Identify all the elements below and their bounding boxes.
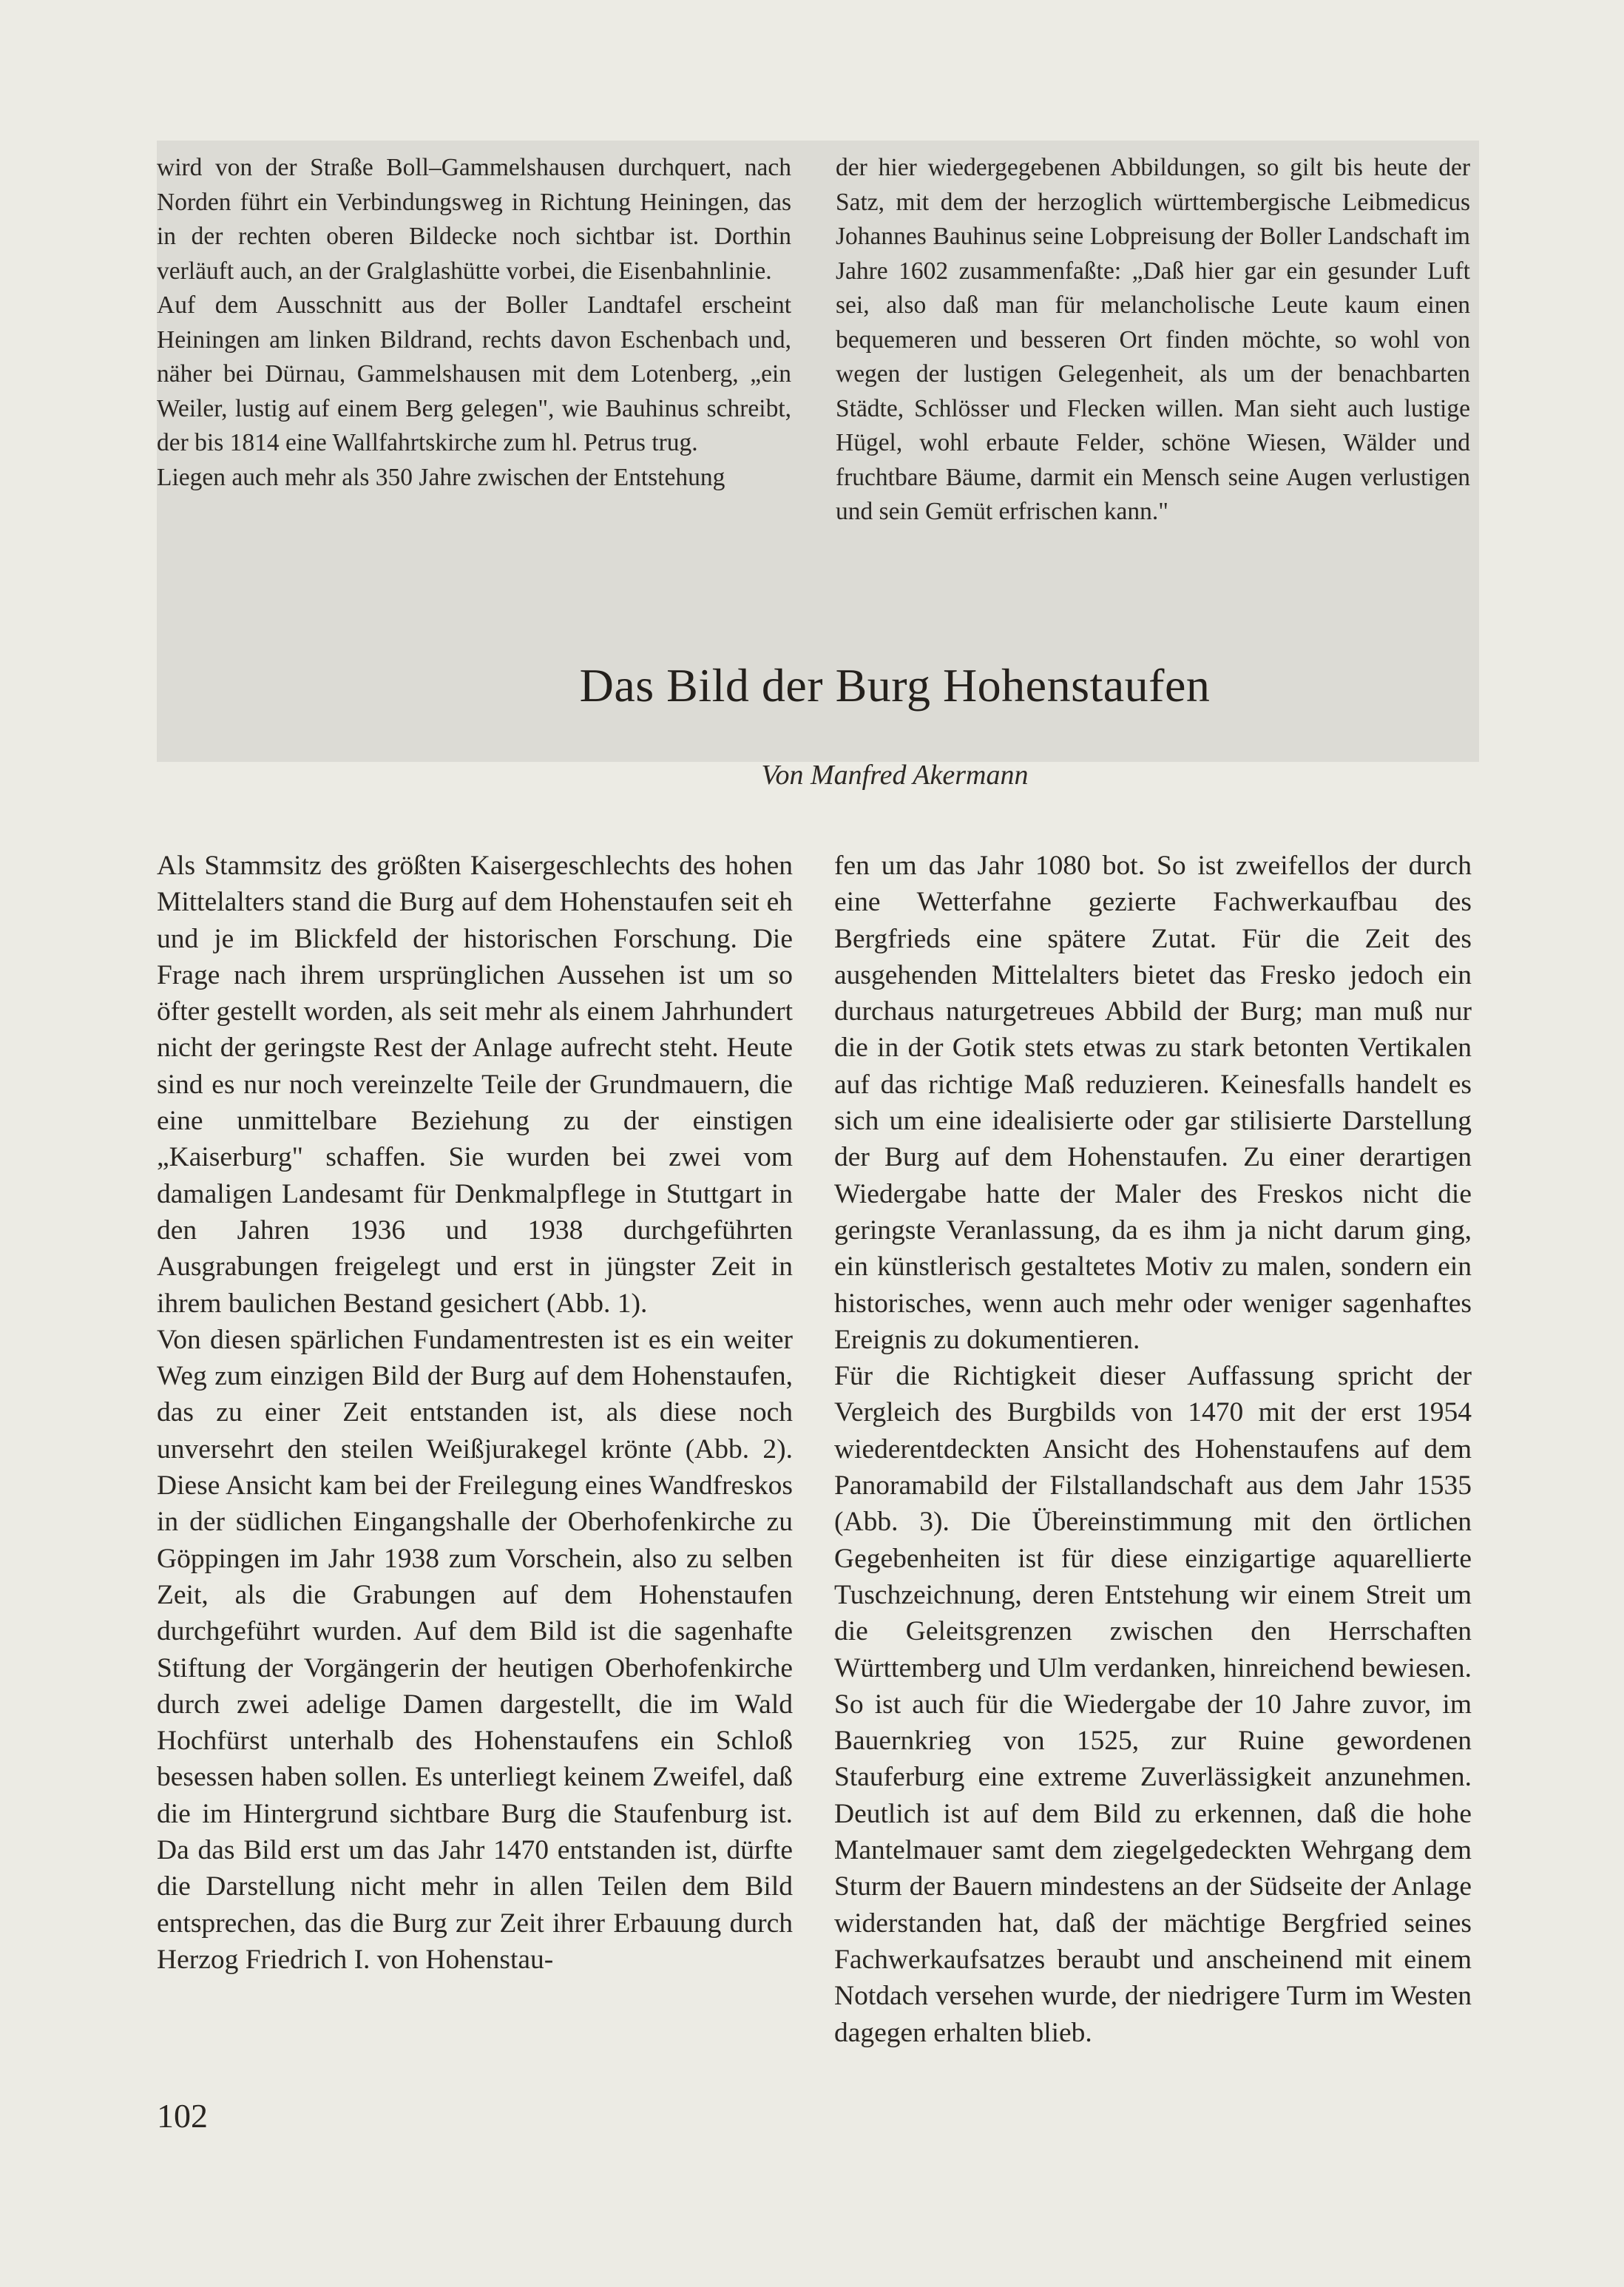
page-number: 102 xyxy=(157,2097,208,2135)
body-left-column xyxy=(157,848,793,1978)
paragraph: Auf dem Ausschnitt aus der Boller Landtafel erscheint Heiningen am linken Bildrand, rechts davon Eschenbach und, näher bei Dürnau, Gammelshausen mit dem Lotenberg, „ein Weiler, lustig auf einem Berg gelegen", wie Bauhinus schreibt, der bis 1814 eine Wallfahrtskirche zum hl. Petrus trug. xyxy=(157,291,791,456)
top-left-column xyxy=(157,151,791,495)
paragraph: wird von der Straße Boll–Gammelshausen durchquert, nach Norden führt ein Verbindungsweg in Richtung Heiningen, das in der rechten oberen Bildecke noch sichtbar ist. Dorthin verläuft auch, an der Gralglashütte vorbei, die Eisenbahnlinie. xyxy=(157,154,791,285)
paragraph: Von diesen spärlichen Fundamentresten ist es ein weiter Weg zum einzigen Bild der Burg auf dem Hohenstaufen, das zu einer Zeit entstanden ist, als diese noch unversehrt den steilen Weißjurakegel krönte (Abb. 2). Diese Ansicht kam bei der Freilegung eines Wandfreskos in der südlichen Eingangshalle der Oberhofenkirche zu Göppingen im Jahr 1938 zum Vorschein, also zu selben Zeit, als die Grabungen auf dem Hohenstaufen durchgeführt wurden. Auf dem Bild ist die sagenhafte Stiftung der Vorgängerin der heutigen Oberhofenkirche durch zwei adelige Damen dargestellt, die im Wald Hochfürst unterhalb des Hohenstaufens ein Schloß besessen haben sollen. Es unterliegt keinem Zweifel, daß die im Hintergrund sichtbare Burg die Staufenburg ist. Da das Bild erst um das Jahr 1470 entstanden ist, dürfte die Darstellung nicht mehr in allen Teilen dem Bild entsprechen, das die Burg zur Zeit ihrer Erbauung durch Herzog Friedrich I. von Hohenstau- xyxy=(157,1324,793,1975)
paragraph: der hier wiedergegebenen Abbildungen, so gilt bis heute der Satz, mit dem der herzoglich württembergische Leibmedicus Johannes Bauhinus seine Lobpreisung der Boller Landschaft im Jahre 1602 zusammenfaßte: „Daß hier gar ein gesunder Luft sei, also daß man für melancholische Leute kaum einen bequemeren und besseren Ort finden möchte, so wohl von wegen der lustigen Gelegenheit, als um der benachbarten Städte, Schlösser und Flecken willen. Man sieht auch lustige Hügel, wohl erbaute Felder, schöne Wiesen, Wälder und fruchtbare Bäume, darmit ein Mensch seine Augen verlustigen und sein Gemüt erfrischen kann." xyxy=(836,154,1470,525)
article-author: Von Manfred Akermann xyxy=(761,760,1029,791)
paragraph: fen um das Jahr 1080 bot. So ist zweifellos der durch eine Wetterfahne gezierte Fachwerkaufbau des Bergfrieds eine spätere Zutat. Für die Zeit des ausgehenden Mittelalters bietet das Fresko jedoch ein durchaus naturgetreues Abbild der Burg; man muß nur die in der Gotik stets etwas zu stark betonten Vertikalen auf das richtige Maß reduzieren. Keinesfalls handelt es sich um eine idealisierte oder gar stilisierte Darstellung der Burg auf dem Hohenstaufen. Zu einer derartigen Wiedergabe hatte der Maler des Freskos nicht die geringste Veranlassung, da es ihm ja nicht darum ging, ein künstlerisch gestaltetes Motiv zu malen, sondern ein historisches, wenn auch mehr oder weniger sagenhaftes Ereignis zu dokumentieren. xyxy=(834,851,1472,1355)
article-title: Das Bild der Burg Hohenstaufen xyxy=(579,659,1211,712)
paragraph: Als Stammsitz des größten Kaisergeschlechts des hohen Mittelalters stand die Burg auf dem Hohenstaufen seit eh und je im Blickfeld der historischen Forschung. Die Frage nach ihrem ursprünglichen Aussehen ist um so öfter gestellt worden, als seit mehr als einem Jahrhundert nicht der geringste Rest der Anlage aufrecht steht. Heute sind es nur noch vereinzelte Teile der Grundmauern, die eine unmittelbare Beziehung zu der einstigen „Kaiserburg" schaffen. Sie wurden bei zwei vom damaligen Landesamt für Denkmalpflege in Stuttgart in den Jahren 1936 und 1938 durchgeführten Ausgrabungen freigelegt und erst in jüngster Zeit in ihrem baulichen Bestand gesichert (Abb. 1). xyxy=(157,851,793,1319)
top-right-column xyxy=(836,151,1470,530)
body-right-column xyxy=(834,848,1472,2051)
paragraph: Für die Richtigkeit dieser Auffassung spricht der Vergleich des Burgbilds von 1470 mit der erst 1954 wiederentdeckten Ansicht des Hohenstaufens auf dem Panoramabild der Filstallandschaft aus dem Jahr 1535 (Abb. 3). Die Übereinstimmung mit den örtlichen Gegebenheiten ist für diese einzigartige aquarellierte Tuschzeichnung, deren Entstehung wir einem Streit um die Geleitsgrenzen zwischen den Herrschaften Württemberg und Ulm verdanken, hinreichend bewiesen. So ist auch für die Wiedergabe der 10 Jahre zuvor, im Bauernkrieg von 1525, zur Ruine gewordenen Stauferburg eine extreme Zuverlässigkeit anzunehmen. Deutlich ist auf dem Bild zu erkennen, daß die hohe Mantelmauer samt dem ziegelgedeckten Wehrgang dem Sturm der Bauern mindestens an der Südseite der Anlage widerstanden hat, daß der mächtige Bergfried seines Fachwerkaufsatzes beraubt und anscheinend mit einem Notdach versehen wurde, der niedrigere Turm im Westen dagegen erhalten blieb. xyxy=(834,1361,1472,2048)
paragraph: Liegen auch mehr als 350 Jahre zwischen der Entstehung xyxy=(157,463,725,491)
